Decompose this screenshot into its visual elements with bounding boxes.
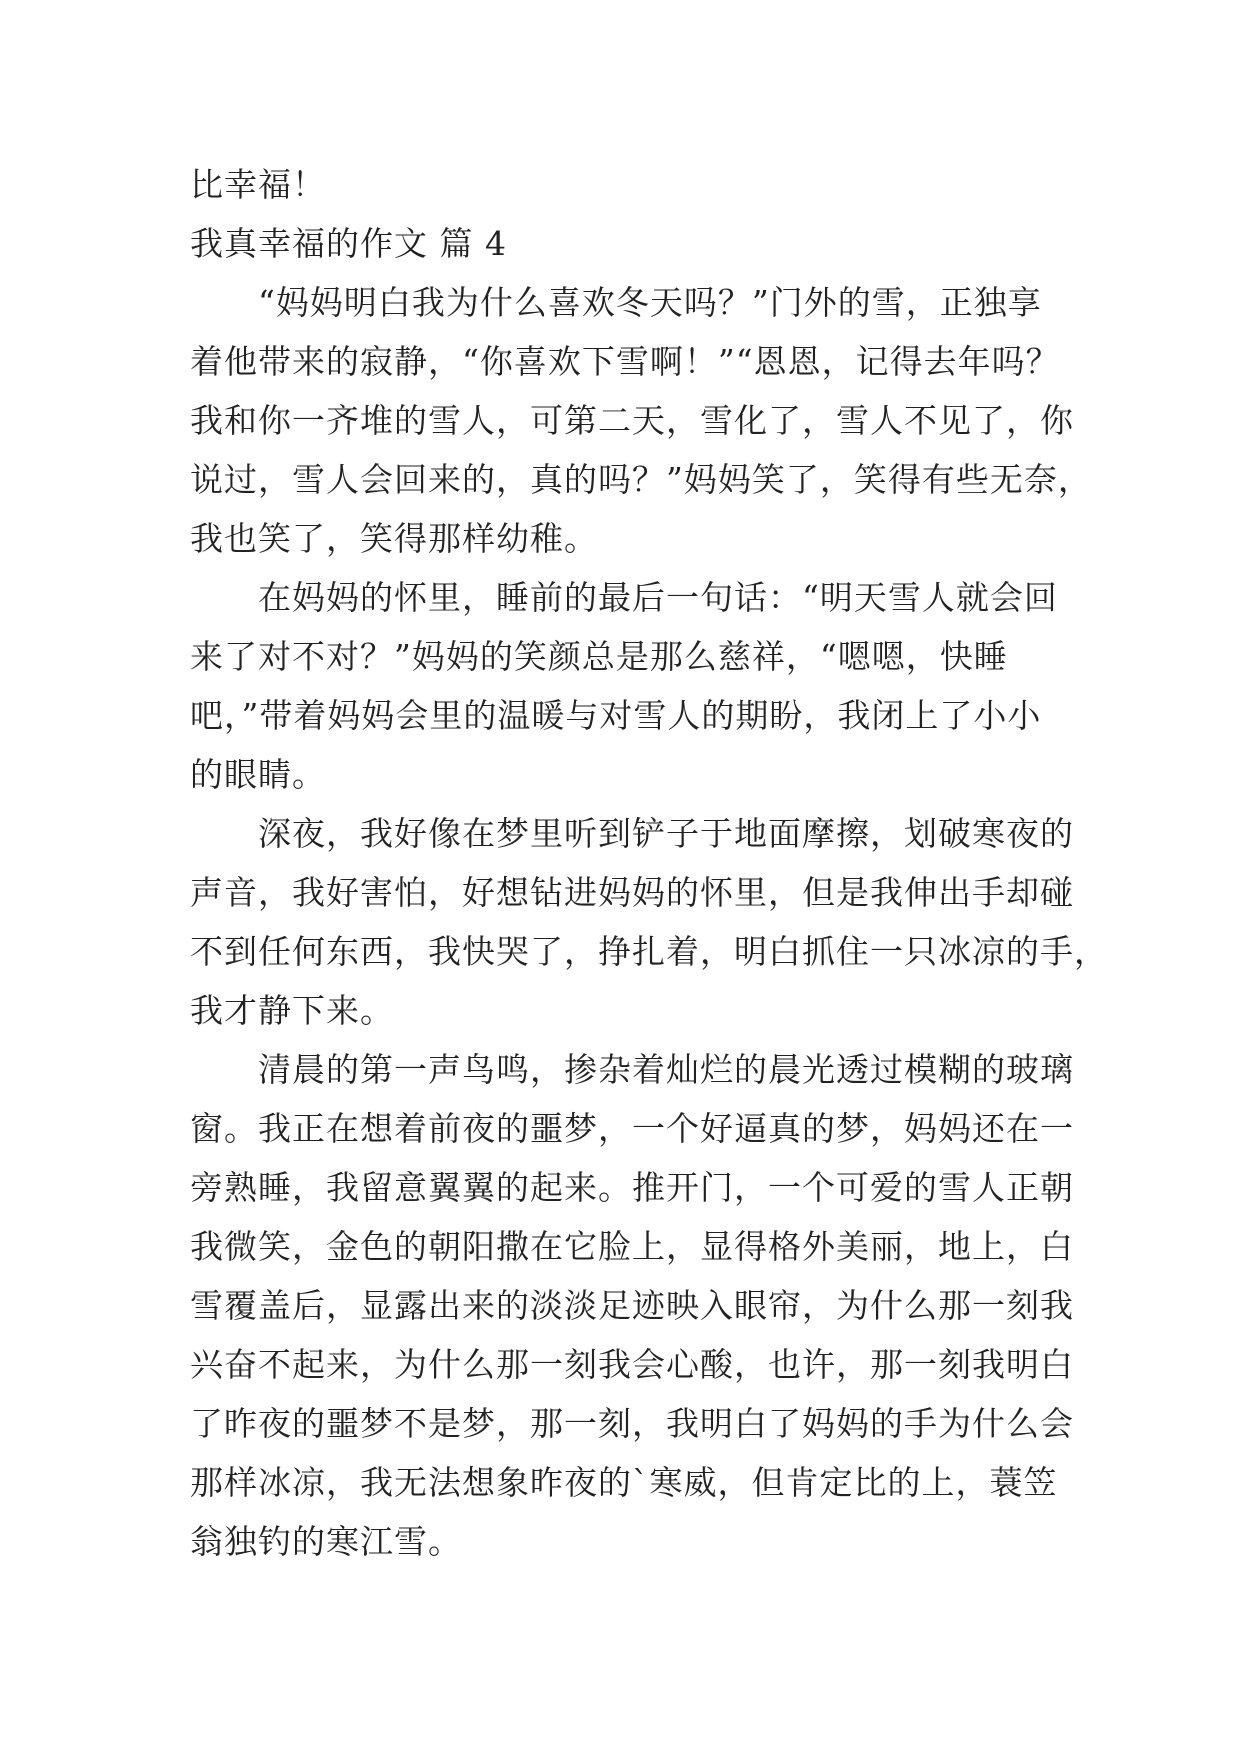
paragraph-1-line: 我也笑了，笑得那样幼稚。 [190,519,598,558]
paragraph-3-line: 深夜，我好像在梦里听到铲子于地面摩擦，划破寒夜的 [190,814,1074,853]
paragraph-4-line: 清晨的第一声鸟鸣，掺杂着灿烂的晨光透过模糊的玻璃 [190,1050,1074,1089]
paragraph-2-line: 吧，”带着妈妈会里的温暖与对雪人的期盼，我闭上了小小 [190,696,1042,735]
paragraph-2-line: 来了对不对？”妈妈的笑颜总是那么慈祥，“嗯嗯，快睡 [190,637,1008,676]
paragraph-1-line: 着他带来的寂静，“你喜欢下雪啊！”“恩恩，记得去年吗？ [190,342,1060,381]
paragraph-4-line: 我微笑，金色的朝阳撒在它脸上，显得格外美丽，地上，白 [190,1227,1074,1266]
paragraph-1-line: 我和你一齐堆的雪人，可第二天，雪化了，雪人不见了，你 [190,401,1074,440]
paragraph-4-line: 窗。我正在想着前夜的噩梦，一个好逼真的梦，妈妈还在一 [190,1109,1074,1148]
paragraph-4-line: 那样冰凉，我无法想象昨夜的`寒威，但肯定比的上，蓑笠 [190,1463,1058,1502]
paragraph-4-line: 翁独钓的寒江雪。 [190,1522,462,1561]
paragraph-4-line: 雪覆盖后，显露出来的淡淡足迹映入眼帘，为什么那一刻我 [190,1286,1074,1325]
paragraph-1-line: “妈妈明白我为什么喜欢冬天吗？”门外的雪，正独享 [190,283,1042,322]
paragraph-3-line: 我才静下来。 [190,991,394,1030]
section-heading: 我真幸福的作文 篇 4 [190,224,507,263]
paragraph-1-line: 说过，雪人会回来的，真的吗？”妈妈笑了，笑得有些无奈， [190,460,1092,499]
paragraph-4-line: 旁熟睡，我留意翼翼的起来。推开门，一个可爱的雪人正朝 [190,1168,1074,1207]
paragraph-3-line: 不到任何东西，我快哭了，挣扎着，明白抓住一只冰凉的手， [190,932,1108,971]
paragraph-3-line: 声音，我好害怕，好想钻进妈妈的怀里，但是我伸出手却碰 [190,873,1074,912]
paragraph-4-line: 兴奋不起来，为什么那一刻我会心酸，也许，那一刻我明白 [190,1345,1074,1384]
paragraph-2-line: 的眼睛。 [190,755,326,794]
text-line: 比幸福！ [190,165,326,204]
paragraph-2-line: 在妈妈的怀里，睡前的最后一句话：“明天雪人就会回 [190,578,1058,617]
paragraph-4-line: 了昨夜的噩梦不是梦，那一刻，我明白了妈妈的手为什么会 [190,1404,1074,1443]
